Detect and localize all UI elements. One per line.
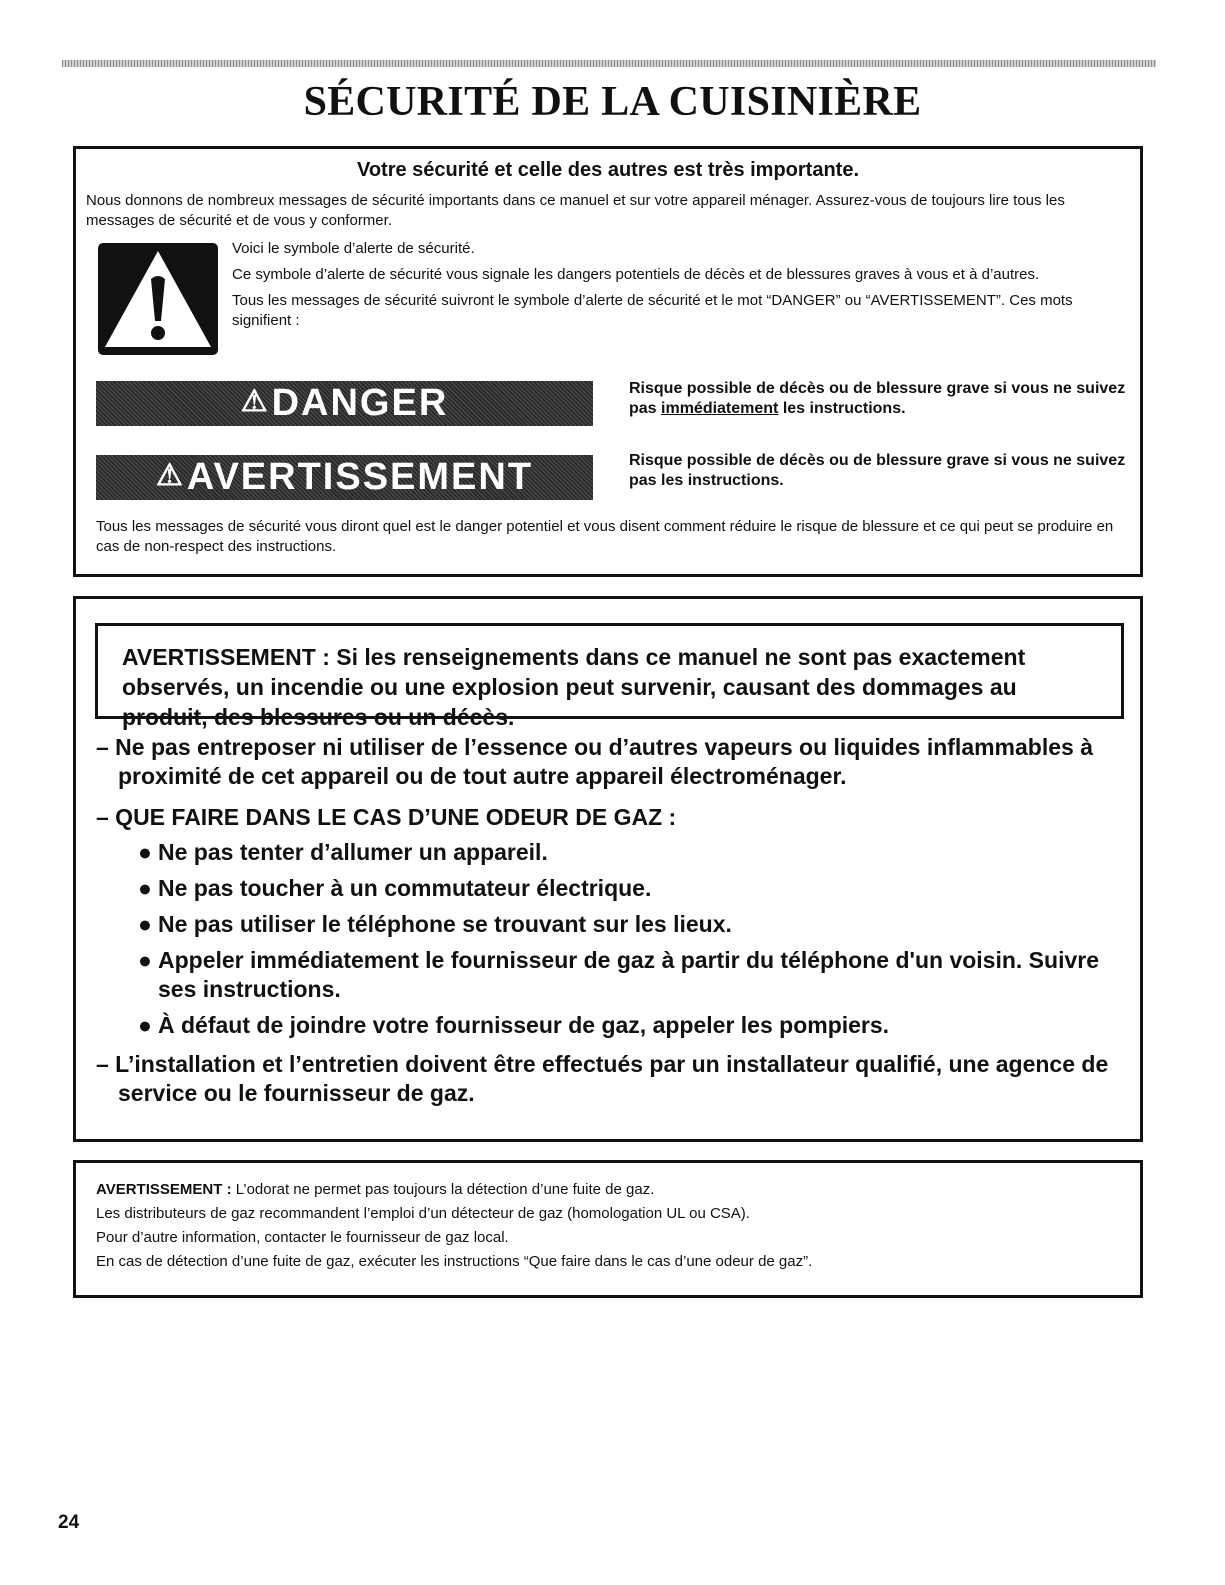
danger-desc-text: Risque possible de décès ou de blessure grave si vous ne suivez pas bbox=[629, 380, 1126, 417]
gas-odor-steps bbox=[96, 838, 1126, 1040]
danger-desc-end: les instructions. bbox=[778, 400, 906, 417]
rule-no-flammables: – Ne pas entreposer ni utiliser de l’essence ou d’autres vapeurs ou liquides inflammables à proximité de cet appareil ou de tout autre appareil électroménager. bbox=[96, 734, 1094, 789]
detector-line-2: Les distributeurs de gaz recommandent l’emploi d’un détecteur de gaz (homologation UL ou CSA). bbox=[96, 1205, 750, 1222]
bullet-icon: ● bbox=[138, 911, 152, 937]
step-text: Ne pas utiliser le téléphone se trouvant sur les lieux. bbox=[158, 911, 732, 937]
symbol-line-2: Ce symbole d’alerte de sécurité vous signale les dangers potentiels de décès et de blessures graves à vous et à d’autres. bbox=[232, 266, 1040, 283]
danger-desc-emphasis: immédiatement bbox=[661, 400, 779, 417]
rule-gas-odor-heading: – QUE FAIRE DANS LE CAS D’UNE ODEUR DE GAZ : bbox=[96, 804, 677, 830]
explosion-warning: AVERTISSEMENT : Si les renseignements dans ce manuel ne sont pas exactement observés, un incendie ou une explosion peut survenir, causant des dommages au produit, des blessures ou un décès. bbox=[95, 623, 1124, 719]
step-text: Ne pas tenter d’allumer un appareil. bbox=[158, 839, 548, 865]
safety-outro: Tous les messages de sécurité vous diront quel est le danger potentiel et vous disent comment réduire le risque de blessure et ce qui peut se produire en cas de non-respect des instructions. bbox=[96, 518, 1114, 555]
danger-label: DANGER bbox=[271, 382, 449, 424]
safety-alert-triangle-icon bbox=[98, 243, 218, 355]
alert-triangle-icon: ⚠ bbox=[240, 385, 270, 418]
safety-heading: Votre sécurité et celle des autres est très importante. bbox=[356, 159, 860, 181]
step-text: Ne pas toucher à un commutateur électrique. bbox=[158, 875, 652, 901]
list-item bbox=[96, 910, 1126, 939]
gas-warning-box bbox=[73, 596, 1143, 1142]
detector-line-4: En cas de détection d’une fuite de gaz, exécuter les instructions “Que faire dans le cas d’une odeur de gaz”. bbox=[96, 1253, 813, 1270]
bullet-icon: ● bbox=[138, 947, 152, 973]
warning-label: AVERTISSEMENT bbox=[186, 456, 534, 498]
safety-intro: Nous donnons de nombreux messages de sécurité importants dans ce manuel et sur votre appareil ménager. Assurez-vous de toujours lire tous les messages de sécurité et de vous y conformer. bbox=[86, 192, 1065, 229]
warning-signal-bar bbox=[96, 455, 593, 500]
warning-description: Risque possible de décès ou de blessure grave si vous ne suivez pas les instructions. bbox=[629, 452, 1126, 489]
symbol-line-1: Voici le symbole d’alerte de sécurité. bbox=[232, 240, 475, 257]
danger-signal-bar bbox=[96, 381, 593, 426]
detector-line-1-text: L’odorat ne permet pas toujours la détection d’une fuite de gaz. bbox=[231, 1181, 655, 1198]
symbol-explanation bbox=[232, 239, 1112, 337]
safety-info-box bbox=[73, 146, 1143, 577]
list-item bbox=[96, 838, 1126, 867]
rule-qualified-installer: – L’installation et l’entretien doivent être effectués par un installateur qualifié, une agence de service ou le fournisseur de gaz. bbox=[96, 1051, 1109, 1106]
step-text: Appeler immédiatement le fournisseur de gaz à partir du téléphone d'un voisin. Suivre ses instructions. bbox=[158, 947, 1100, 1002]
bullet-icon: ● bbox=[138, 839, 152, 865]
detector-line-3: Pour d’autre information, contacter le fournisseur de gaz local. bbox=[96, 1229, 509, 1246]
step-text: À défaut de joindre votre fournisseur de gaz, appeler les pompiers. bbox=[158, 1012, 890, 1038]
detector-note bbox=[96, 1178, 1126, 1274]
list-item bbox=[96, 874, 1126, 903]
bullet-icon: ● bbox=[138, 1012, 152, 1038]
page-number: 24 bbox=[58, 1512, 80, 1533]
detector-line-1 bbox=[96, 1178, 1126, 1202]
bullet-icon: ● bbox=[138, 875, 152, 901]
list-item bbox=[96, 946, 1126, 1004]
symbol-line-3: Tous les messages de sécurité suivront le symbole d’alerte de sécurité et le mot “DANGER” ou “AVERTISSEMENT”. Ces mots signifient : bbox=[232, 292, 1073, 329]
page-title: SÉCURITÉ DE LA CUISINIÈRE bbox=[303, 79, 922, 125]
gas-detector-box bbox=[73, 1160, 1143, 1298]
warning-label: AVERTISSEMENT : bbox=[96, 1181, 232, 1198]
top-rule bbox=[62, 60, 1156, 67]
gas-rules bbox=[96, 733, 1126, 1120]
alert-triangle-icon: ⚠ bbox=[155, 459, 185, 492]
danger-description bbox=[629, 379, 1139, 419]
list-item bbox=[96, 1011, 1126, 1040]
